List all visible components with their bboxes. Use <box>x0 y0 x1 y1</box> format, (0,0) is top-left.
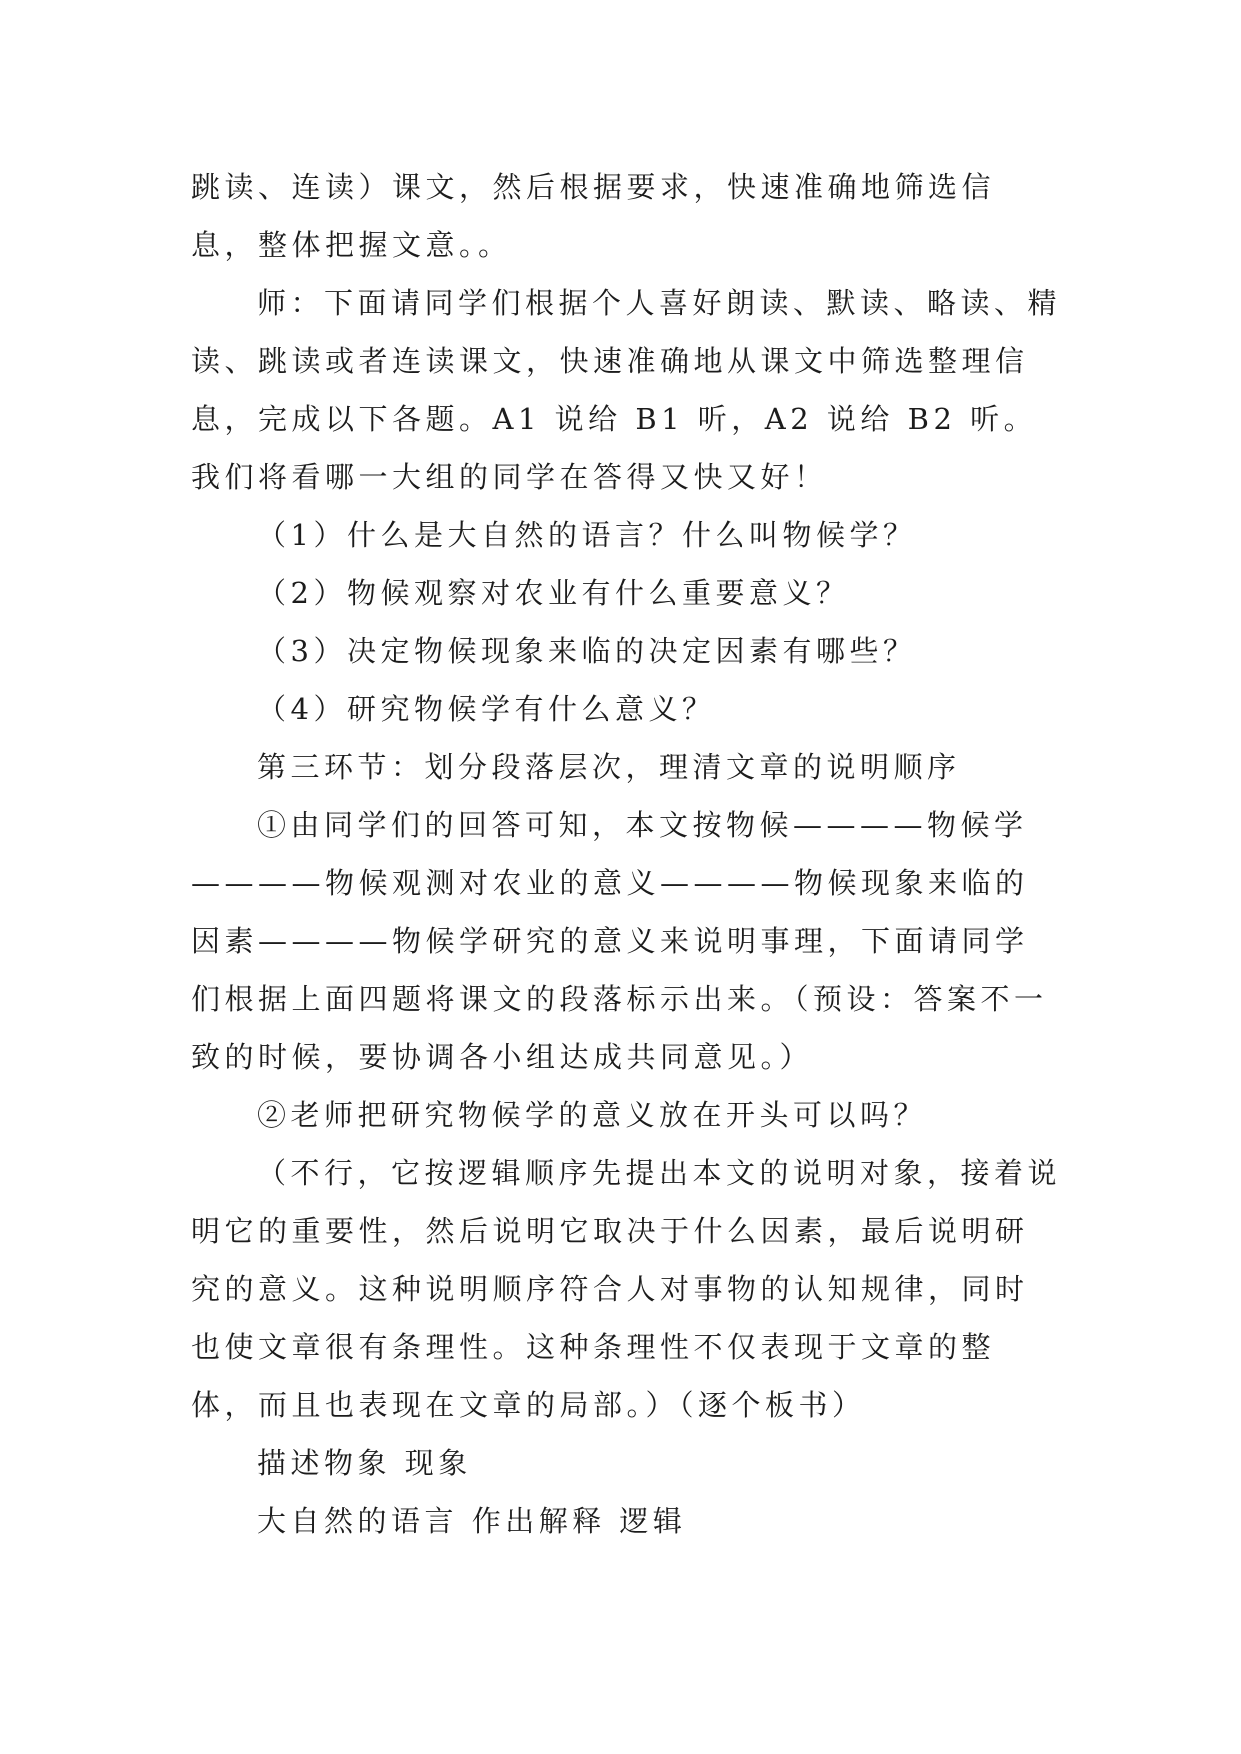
section-3-heading: 第三环节：划分段落层次，理清文章的说明顺序 <box>257 750 961 784</box>
paragraph-reading-continued: 跳读、连读）课文，然后根据要求，快速准确地筛选信息，整体把握文意。。 <box>191 170 996 262</box>
question-1: （1）什么是大自然的语言？什么叫物候学？ <box>257 518 917 552</box>
question-4: （4）研究物候学有什么意义？ <box>257 692 716 726</box>
document-body <box>191 158 1061 1550</box>
question-2: （2）物候观察对农业有什么重要意义？ <box>257 576 850 610</box>
blackboard-line-2: 大自然的语言 作出解释 逻辑 <box>257 1504 687 1538</box>
blackboard-line-1: 描述物象 现象 <box>257 1446 472 1480</box>
question-3: （3）决定物候现象来临的决定因素有哪些？ <box>257 634 917 668</box>
paragraph-teacher-instruction: 师：下面请同学们根据个人喜好朗读、默读、略读、精读、跳读或者连读课文，快速准确地从课文中筛选整理信息，完成以下各题。A1 说给 B1 听，A2 说给 B2 听。我们将看哪一大组的同学在答得又快又好！ <box>191 286 1062 494</box>
paragraph-structure-point-2: ②老师把研究物候学的意义放在开头可以吗？ <box>257 1098 928 1132</box>
paragraph-structure-point-1: ①由同学们的回答可知，本文按物候————物候学————物候观测对农业的意义————物候现象来临的因素————物候学研究的意义来说明事理，下面请同学们根据上面四题将课文的段落标示出来。（预设：答案不一致的时候，要协调各小组达成共同意见。） <box>191 808 1048 1074</box>
paragraph-answer-explanation: （不行，它按逻辑顺序先提出本文的说明对象，接着说明它的重要性，然后说明它取决于什么因素，最后说明研究的意义。这种说明顺序符合人对事物的认知规律，同时也使文章很有条理性。这种条理性不仅表现于文章的整体，而且也表现在文章的局部。）（逐个板书） <box>191 1156 1062 1422</box>
